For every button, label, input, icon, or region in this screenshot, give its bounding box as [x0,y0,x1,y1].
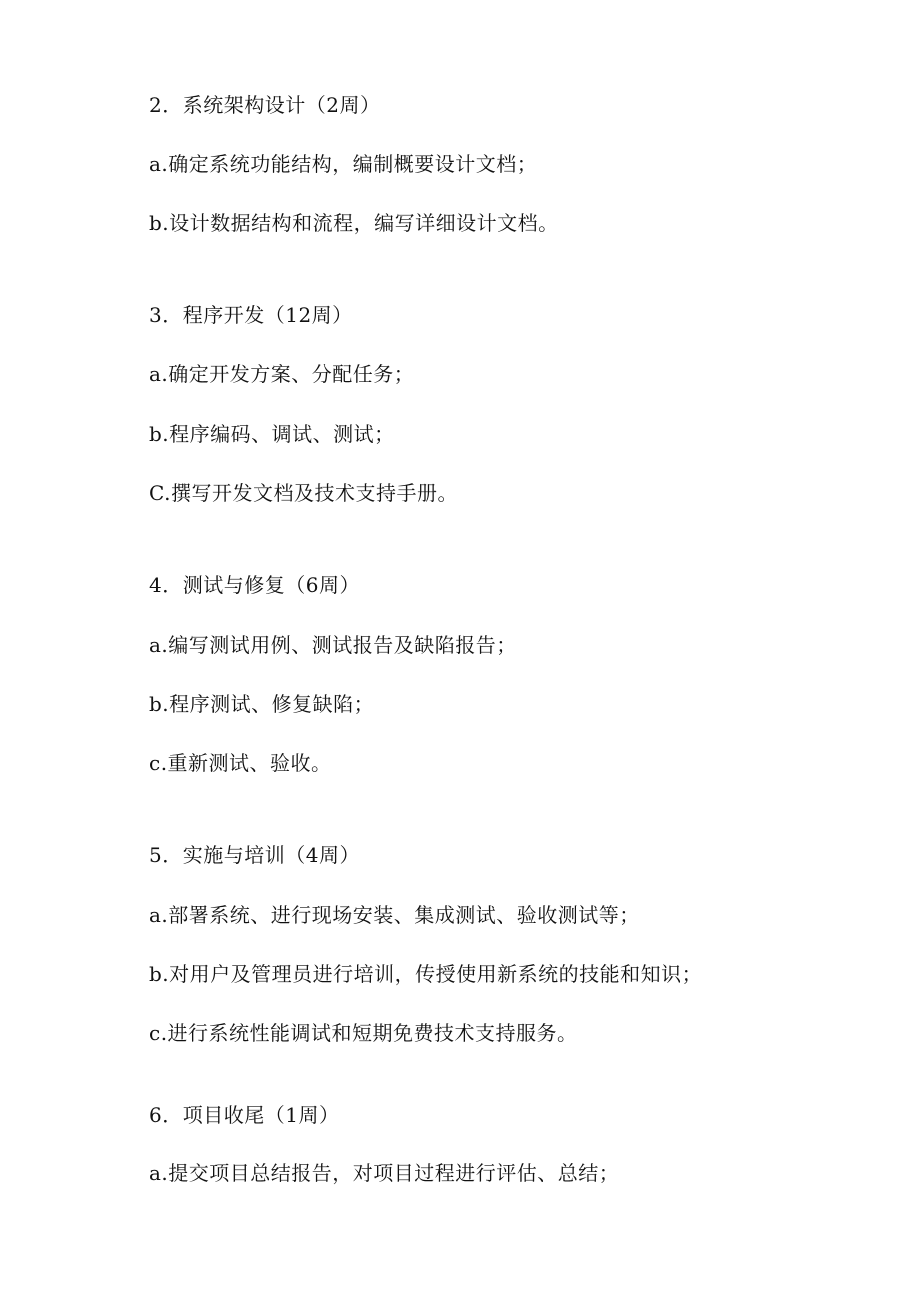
list-item: b.程序测试、修复缺陷； [149,692,375,716]
list-item: a.部署系统、进行现场安装、集成测试、验收测试等； [149,903,640,927]
section-heading: 5．实施与培训（4周） [149,843,360,867]
list-item: C.撰写开发文档及技术支持手册。 [149,481,458,505]
section-heading: 6．项目收尾（1周） [149,1103,340,1127]
list-item: c.进行系统性能调试和短期免费技术支持服务。 [149,1021,578,1045]
list-item: a.确定开发方案、分配任务； [149,362,415,386]
section-heading: 2．系统架构设计（2周） [149,93,381,117]
list-item: a.提交项目总结报告，对项目过程进行评估、总结； [149,1161,620,1185]
list-item: c.重新测试、验收。 [149,751,332,775]
list-item: a.编写测试用例、测试报告及缺陷报告； [149,633,517,657]
section-heading: 4．测试与修复（6周） [149,573,360,597]
list-item: b.对用户及管理员进行培训，传授使用新系统的技能和知识； [149,962,703,986]
list-item: b.设计数据结构和流程，编写详细设计文档。 [149,211,559,235]
list-item: a.确定系统功能结构，编制概要设计文档； [149,152,538,176]
list-item: b.程序编码、调试、测试； [149,422,395,446]
section-heading: 3．程序开发（12周） [149,303,353,327]
